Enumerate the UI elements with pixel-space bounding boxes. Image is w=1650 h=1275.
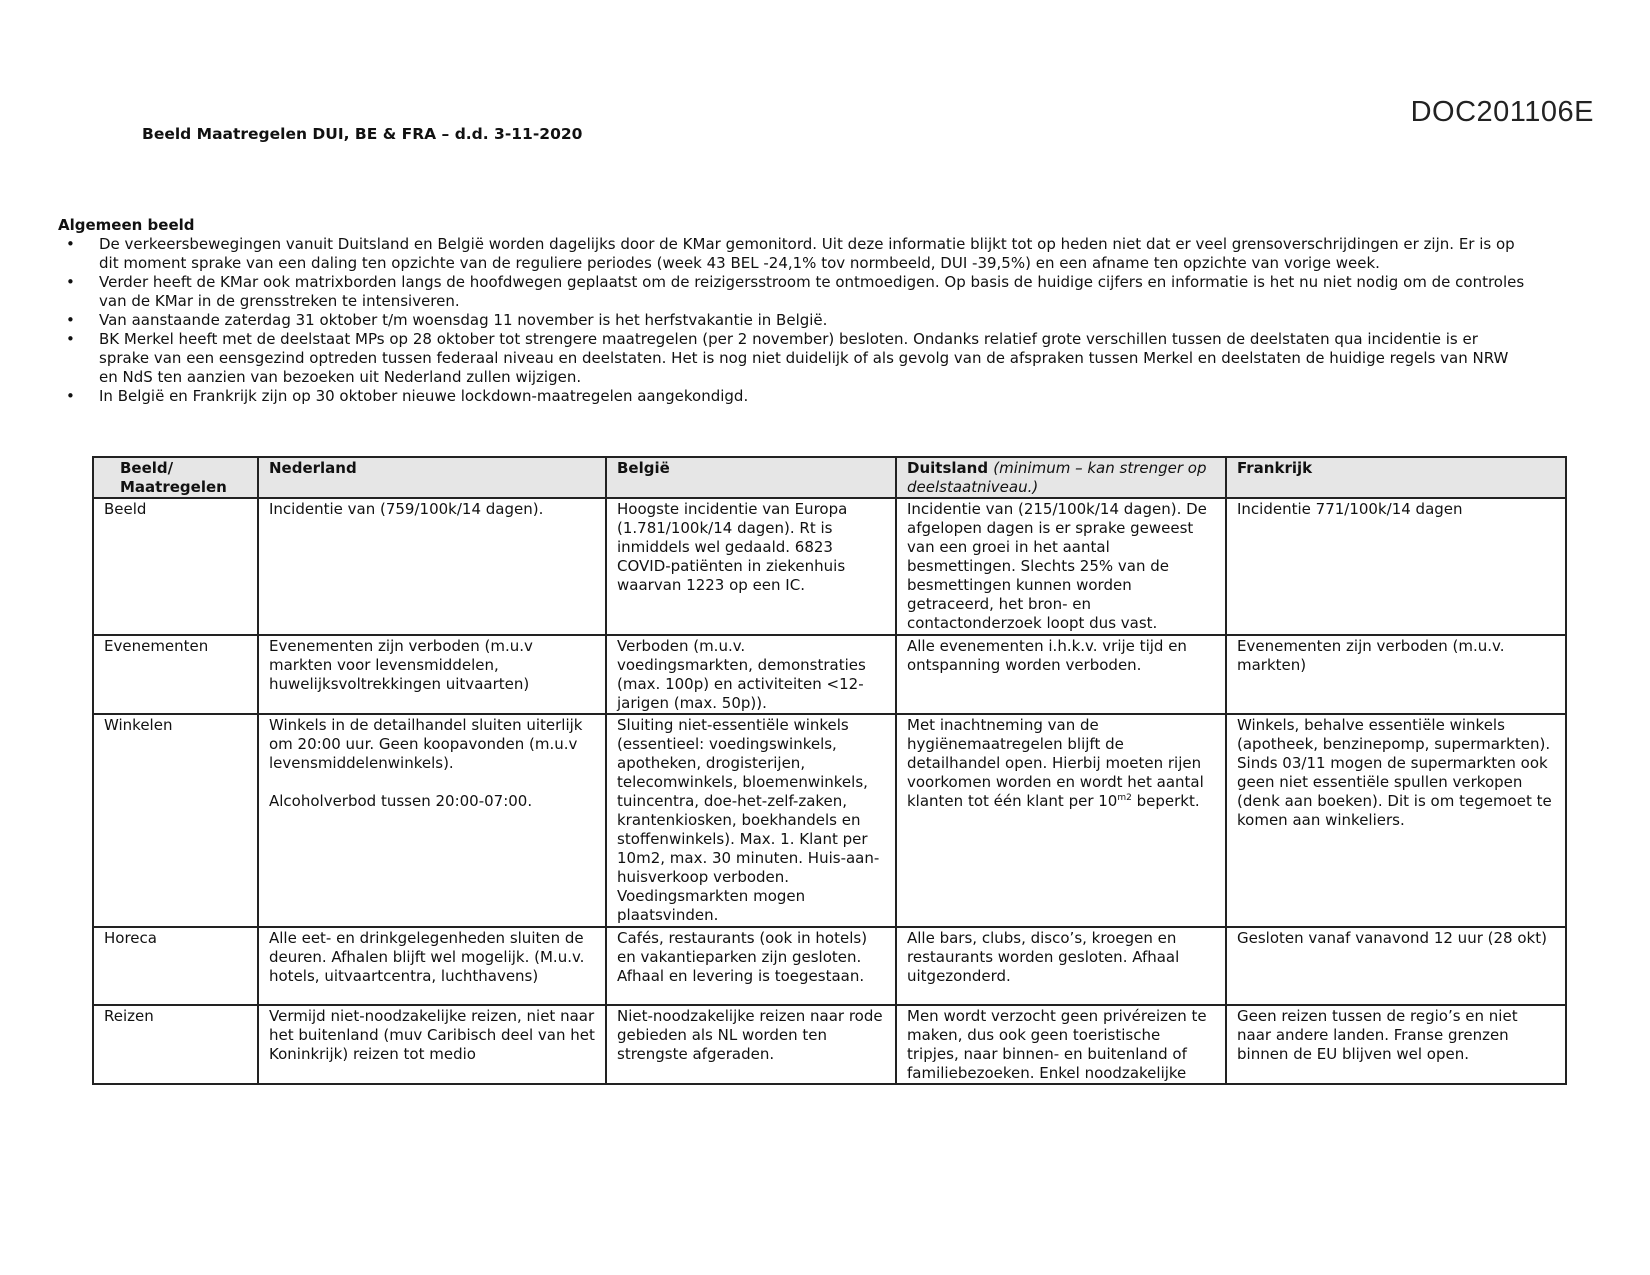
cell-duitsland-after: beperkt. bbox=[1136, 792, 1200, 810]
table-row bbox=[93, 714, 1566, 927]
row-label: Reizen bbox=[93, 1005, 258, 1084]
table-header-row bbox=[93, 457, 1566, 498]
cell-duitsland: Alle evenementen i.h.k.v. vrije tijd en ontspanning worden verboden. bbox=[896, 635, 1226, 714]
header-frankrijk: Frankrijk bbox=[1226, 457, 1566, 498]
table-row bbox=[93, 927, 1566, 1005]
bullet-item: • BK Merkel heeft met de deelstaat MPs op 28 oktober tot strengere maatregelen (per 2 november) besloten. Ondanks relatief grote verschillen tussen de deelstaten qua incidentie is er sprake van een eensgezind optreden tussen federaal niveau en deelstaten. Het is nog niet duidelijk of als gevolg van de afspraken tussen Merkel en deelstaten de huidige regels van NRW en NdS ten aanzien van bezoeken uit Nederland zullen wijzigen. bbox=[58, 330, 1528, 387]
table-row bbox=[93, 1005, 1566, 1084]
row-label: Evenementen bbox=[93, 635, 258, 714]
cell-nederland: Evenementen zijn verboden (m.u.v markten voor levensmiddelen, huwelijksvoltrekkingen uitvaarten) bbox=[258, 635, 606, 714]
table-row bbox=[93, 635, 1566, 714]
cell-belgie: Cafés, restaurants (ook in hotels) en vakantieparken zijn gesloten. Afhaal en levering is toegestaan. bbox=[606, 927, 896, 1005]
cell-duitsland-sup: m2 bbox=[1117, 793, 1132, 803]
cell-belgie: Verboden (m.u.v. voedingsmarkten, demonstraties (max. 100p) en activiteiten <12-jarigen (max. 50p)). bbox=[606, 635, 896, 714]
header-duitsland bbox=[896, 457, 1226, 498]
row-label: Winkelen bbox=[93, 714, 258, 927]
header-nederland: Nederland bbox=[258, 457, 606, 498]
cell-duitsland: Incidentie van (215/100k/14 dagen). De afgelopen dagen is er sprake geweest van een groei in het aantal besmettingen. Slechts 25% van de besmettingen kunnen worden getraceerd, het bron- en contactonderzoek loopt dus vast. bbox=[896, 498, 1226, 635]
cell-belgie: Niet-noodzakelijke reizen naar rode gebieden als NL worden ten strengste afgeraden. bbox=[606, 1005, 896, 1084]
general-section bbox=[58, 216, 1528, 406]
cell-frankrijk: Evenementen zijn verboden (m.u.v. markten) bbox=[1226, 635, 1566, 714]
bullet-list bbox=[58, 235, 1528, 406]
cell-belgie: Hoogste incidentie van Europa (1.781/100k/14 dagen). Rt is inmiddels wel gedaald. 6823 COVID-patiënten in ziekenhuis waarvan 1223 op een IC. bbox=[606, 498, 896, 635]
header-belgie: België bbox=[606, 457, 896, 498]
cell-nederland: Incidentie van (759/100k/14 dagen). bbox=[258, 498, 606, 635]
cell-nederland: Winkels in de detailhandel sluiten uiterlijk om 20:00 uur. Geen koopavonden (m.u.v levensmiddelenwinkels). Alcoholverbod tussen 20:00-07:00. bbox=[258, 714, 606, 927]
cell-duitsland: Men wordt verzocht geen privéreizen te maken, dus ook geen toeristische tripjes, naar binnen- en buitenland of familiebezoeken. Enkel noodzakelijke bbox=[896, 1005, 1226, 1084]
document-id: DOC201106E bbox=[1410, 96, 1594, 128]
cell-duitsland-text: Met inachtneming van de hygiënemaatregelen blijft de detailhandel open. Hierbij moeten rijen voorkomen worden en wordt het aantal klanten tot één klant per 10 bbox=[907, 716, 1204, 810]
row-label: Horeca bbox=[93, 927, 258, 1005]
cell-frankrijk: Incidentie 771/100k/14 dagen bbox=[1226, 498, 1566, 635]
cell-duitsland: Alle bars, clubs, disco’s, kroegen en restaurants worden gesloten. Afhaal uitgezonderd. bbox=[896, 927, 1226, 1005]
bullet-item: • De verkeersbewegingen vanuit Duitsland en België worden dagelijks door de KMar gemonitord. Uit deze informatie blijkt tot op heden niet dat er veel grensoverschrijdingen er zijn. Er is op dit moment sprake van een daling ten opzichte van de reguliere periodes (week 43 BEL -24,1% tov normbeeld, DUI -39,5%) en een afname ten opzichte van vorige week. bbox=[58, 235, 1528, 273]
cell-belgie: Sluiting niet-essentiële winkels (essentieel: voedingswinkels, apotheken, drogisterijen, telecomwinkels, bloemenwinkels, tuincentra, doe-het-zelf-zaken, krantenkiosken, boekhandels en stoffenwinkels). Max. 1. Klant per 10m2, max. 30 minuten. Huis-aan-huisverkoop verboden. Voedingsmarkten mogen plaatsvinden. bbox=[606, 714, 896, 927]
cell-frankrijk: Gesloten vanaf vanavond 12 uur (28 okt) bbox=[1226, 927, 1566, 1005]
header-duitsland-note: (minimum – kan strenger op deelstaatniveau.) bbox=[907, 459, 1207, 496]
section-heading: Algemeen beeld bbox=[58, 216, 195, 234]
header-corner-label: Beeld/ Maatregelen bbox=[120, 459, 227, 496]
bullet-item: • In België en Frankrijk zijn op 30 oktober nieuwe lockdown-maatregelen aangekondigd. bbox=[58, 387, 1528, 406]
bullet-item: • Verder heeft de KMar ook matrixborden langs de hoofdwegen geplaatst om de reizigersstroom te ontmoedigen. Op basis de huidige cijfers en informatie is het nu niet nodig om de controles van de KMar in de grensstreken te intensiveren. bbox=[58, 273, 1528, 311]
measures-table bbox=[92, 456, 1567, 1085]
cell-nederland: Alle eet- en drinkgelegenheden sluiten de deuren. Afhalen blijft wel mogelijk. (M.u.v. hotels, uitvaartcentra, luchthavens) bbox=[258, 927, 606, 1005]
row-label: Beeld bbox=[93, 498, 258, 635]
header-corner bbox=[93, 457, 258, 498]
table-row bbox=[93, 498, 1566, 635]
cell-nederland: Vermijd niet-noodzakelijke reizen, niet naar het buitenland (muv Caribisch deel van het Koninkrijk) reizen tot medio bbox=[258, 1005, 606, 1084]
cell-duitsland bbox=[896, 714, 1226, 927]
cell-frankrijk: Geen reizen tussen de regio’s en niet naar andere landen. Franse grenzen binnen de EU blijven wel open. bbox=[1226, 1005, 1566, 1084]
header-duitsland-label: Duitsland bbox=[907, 459, 989, 477]
document-title: Beeld Maatregelen DUI, BE & FRA – d.d. 3-11-2020 bbox=[142, 125, 583, 143]
cell-frankrijk: Winkels, behalve essentiële winkels (apotheek, benzinepomp, supermarkten). Sinds 03/11 mogen de supermarkten ook geen niet essentiële spullen verkopen (denk aan boeken). Dit is om tegemoet te komen aan winkeliers. bbox=[1226, 714, 1566, 927]
bullet-item: • Van aanstaande zaterdag 31 oktober t/m woensdag 11 november is het herfstvakantie in België. bbox=[58, 311, 1528, 330]
